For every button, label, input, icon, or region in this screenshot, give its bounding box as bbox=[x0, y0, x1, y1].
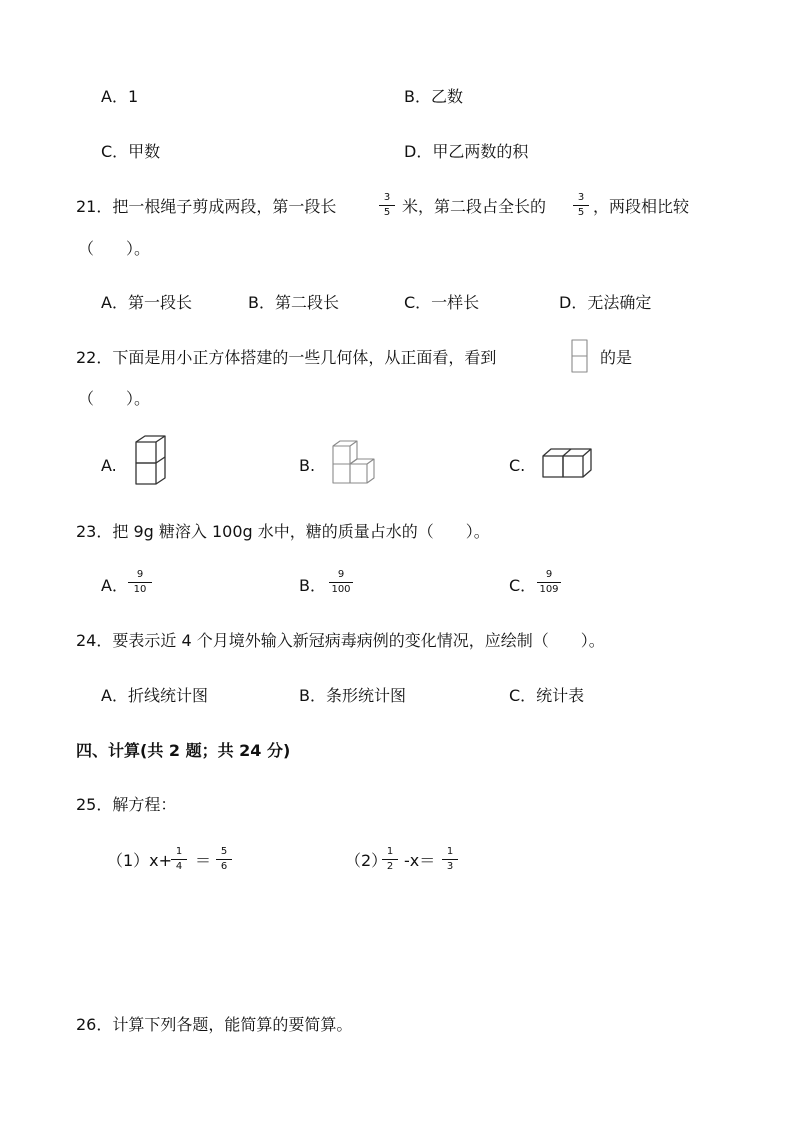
q23-stem bbox=[0, 517, 794, 547]
fraction-numerator: 3 bbox=[577, 192, 585, 203]
front-view-two-squares-icon bbox=[570, 338, 590, 376]
fraction-denominator: 5 bbox=[577, 207, 585, 218]
q22-answer-blank-row bbox=[0, 384, 794, 414]
fraction-denominator: 6 bbox=[220, 861, 228, 872]
q23-option-a-label[interactable]: A． bbox=[101, 576, 128, 595]
q25-eq2-fraction-2 bbox=[441, 846, 459, 873]
fraction-denominator: 4 bbox=[175, 861, 183, 872]
fraction-numerator: 9 bbox=[337, 569, 345, 580]
q21-option-c[interactable]: C．一样长 bbox=[404, 293, 480, 312]
q25-eq1-fraction-2 bbox=[215, 846, 233, 873]
cube-row-horizontal-icon[interactable] bbox=[540, 446, 594, 482]
q23-option-c-label[interactable]: C． bbox=[509, 576, 537, 595]
q23-option-a-fraction bbox=[127, 569, 153, 596]
cube-stack-vertical-icon[interactable] bbox=[132, 434, 172, 490]
q21-stem-part3: ，两段相比较 bbox=[593, 197, 690, 216]
fraction-numerator: 9 bbox=[545, 569, 553, 580]
section-4-heading bbox=[0, 736, 794, 766]
q25-eq2-label: （2） bbox=[345, 851, 388, 870]
q20-option-c[interactable]: C．甲数 bbox=[101, 142, 161, 161]
q23-option-b-label[interactable]: B． bbox=[299, 576, 326, 595]
q21-option-a[interactable]: A．第一段长 bbox=[101, 293, 192, 312]
q20-option-b[interactable]: B．乙数 bbox=[404, 87, 463, 106]
q23-stem-text: 23．把 9g 糖溶入 100g 水中，糖的质量占水的（ ）。 bbox=[76, 522, 490, 541]
q23-option-b-fraction bbox=[328, 569, 354, 596]
fraction-numerator: 9 bbox=[136, 569, 144, 580]
q22-option-a-label[interactable]: A. bbox=[101, 456, 117, 475]
q21-answer-blank-row bbox=[0, 234, 794, 264]
q24-stem bbox=[0, 626, 794, 656]
q25-eq2-mid: -x＝ bbox=[404, 851, 436, 870]
cube-l-shape-icon[interactable] bbox=[329, 440, 379, 490]
section-4-title: 四、计算(共 2 题；共 24 分) bbox=[76, 741, 291, 760]
fraction-denominator: 5 bbox=[383, 207, 391, 218]
q20-option-d[interactable]: D．甲乙两数的积 bbox=[404, 142, 529, 161]
fraction-denominator: 10 bbox=[133, 584, 147, 595]
q22-stem bbox=[0, 343, 794, 373]
q22-stem-part2: 的是 bbox=[600, 348, 633, 367]
q21-option-d[interactable]: D．无法确定 bbox=[559, 293, 652, 312]
q24-option-a[interactable]: A．折线统计图 bbox=[101, 686, 208, 705]
q21-stem-part2: 米，第二段占全长的 bbox=[402, 197, 547, 216]
fraction-numerator: 1 bbox=[446, 846, 454, 857]
fraction-numerator: 5 bbox=[220, 846, 228, 857]
q24-stem-text: 24．要表示近 4 个月境外输入新冠病毒病例的变化情况，应绘制（ ）。 bbox=[76, 631, 605, 650]
fraction-denominator: 2 bbox=[386, 861, 394, 872]
q25-eq1-label: （1）x+ bbox=[107, 851, 173, 870]
q21-fraction-1 bbox=[378, 192, 396, 219]
q22-options bbox=[0, 451, 794, 481]
q26-stem bbox=[0, 1010, 794, 1040]
q20-option-a[interactable]: A．1 bbox=[101, 87, 139, 106]
q25-title: 25．解方程： bbox=[76, 795, 177, 814]
q26-title: 26．计算下列各题，能简算的要简算。 bbox=[76, 1015, 353, 1034]
q21-stem-part1: 21．把一根绳子剪成两段，第一段长 bbox=[76, 197, 337, 216]
q24-options bbox=[0, 681, 794, 711]
q22-option-c-label[interactable]: C. bbox=[509, 456, 526, 475]
fraction-denominator: 109 bbox=[539, 584, 559, 595]
fraction-denominator: 100 bbox=[331, 584, 351, 595]
q22-answer-blank[interactable]: （ ）。 bbox=[78, 389, 151, 408]
fraction-numerator: 1 bbox=[175, 846, 183, 857]
q25-eq1-equals: ＝ bbox=[195, 851, 212, 870]
q25-equations bbox=[0, 846, 794, 876]
fraction-numerator: 3 bbox=[383, 192, 391, 203]
q20-options-row2 bbox=[0, 137, 794, 167]
q23-options bbox=[0, 571, 794, 601]
q21-answer-blank[interactable]: （ ）。 bbox=[78, 239, 151, 258]
q24-option-c[interactable]: C．统计表 bbox=[509, 686, 585, 705]
q23-option-c-fraction bbox=[536, 569, 562, 596]
fraction-numerator: 1 bbox=[386, 846, 394, 857]
q20-options-row1 bbox=[0, 82, 794, 112]
q21-fraction-2 bbox=[572, 192, 590, 219]
q24-option-b[interactable]: B．条形统计图 bbox=[299, 686, 406, 705]
q21-options bbox=[0, 288, 794, 318]
fraction-denominator: 3 bbox=[446, 861, 454, 872]
q22-option-b-label[interactable]: B. bbox=[299, 456, 316, 475]
q25-eq1-fraction-1 bbox=[170, 846, 188, 873]
q21-stem bbox=[0, 192, 794, 222]
q25-eq2-fraction-1 bbox=[381, 846, 399, 873]
q25-stem bbox=[0, 790, 794, 820]
q21-option-b[interactable]: B．第二段长 bbox=[248, 293, 339, 312]
q22-stem-part1: 22．下面是用小正方体搭建的一些几何体，从正面看，看到 bbox=[76, 348, 497, 367]
